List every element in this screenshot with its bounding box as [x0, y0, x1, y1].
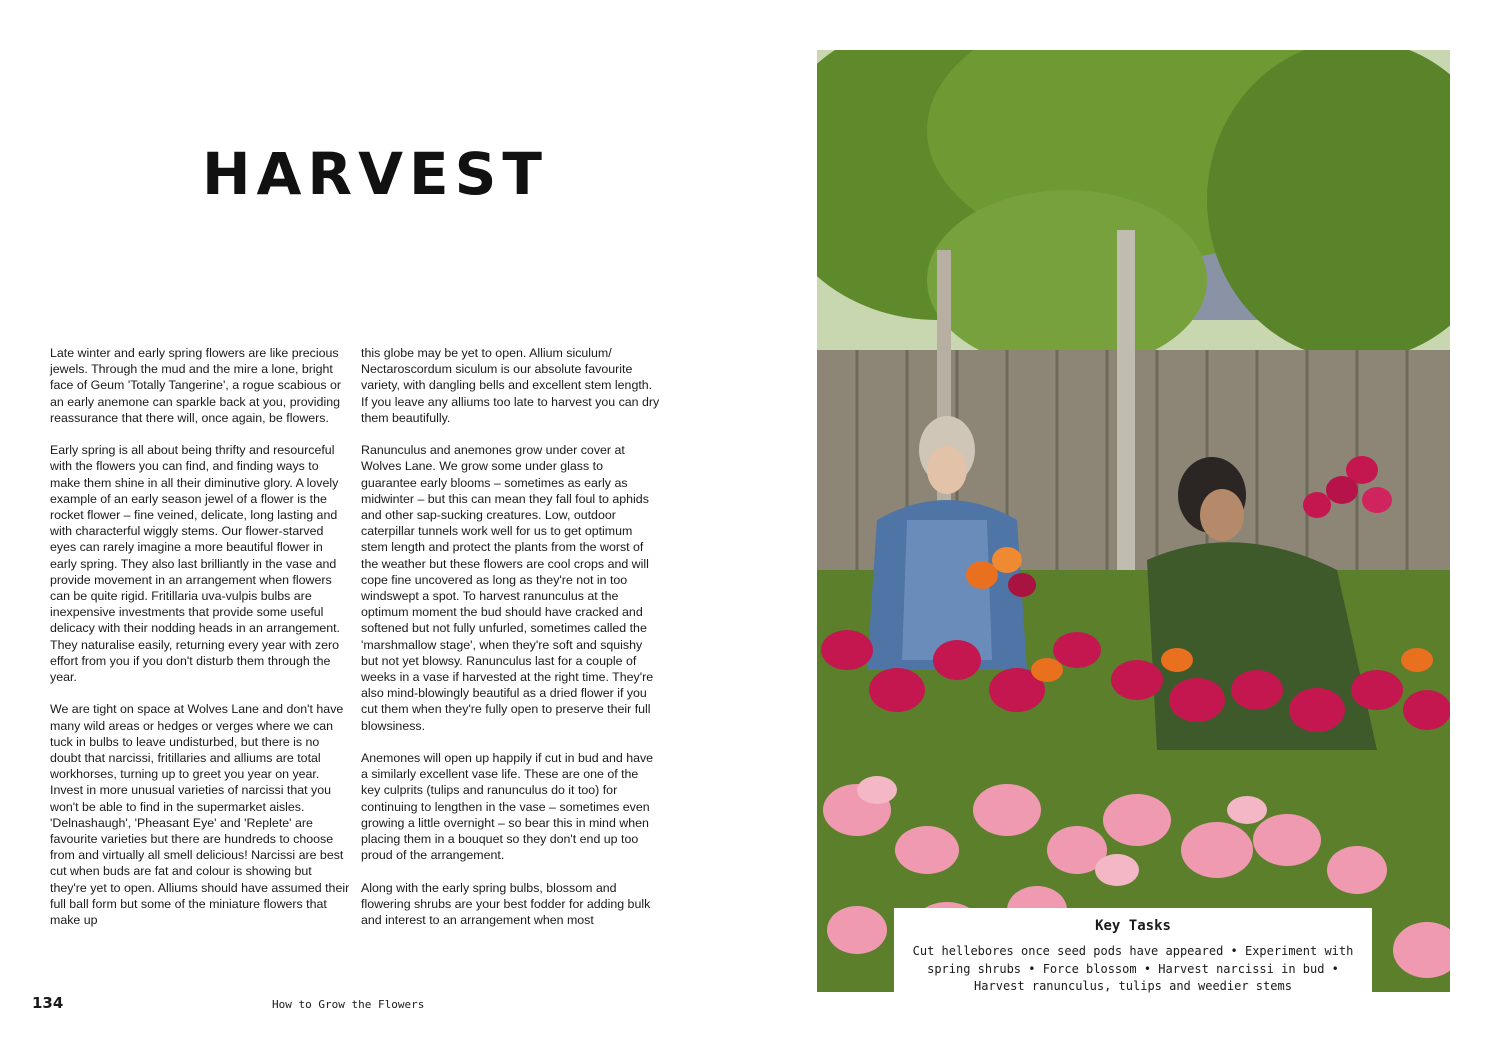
paragraph: We are tight on space at Wolves Lane and don't have many wild areas or hedges or verges where we can tuck in bulbs to leave undisturbed, but there is no doubt that narcissi, fritillaries and alliums are total workhorses, turning up to greet you year on year. Invest in more unusual varieties of narcissi that you won't be able to find in the supermarket aisles. 'Delnashaugh', 'Pheasant Eye' and 'Replete' are favourite varieties but there are hundreds to choose from and virtually all smell delicious! Narcissi are best cut when buds are fat and colour is showing but they're yet to open. Alliums should have assumed their full ball form but some of the miniature flowers that make up — [50, 702, 350, 928]
paragraph: this globe may be yet to open. Allium siculum/ Nectaroscordum siculum is our absolute favourite variety, with dangling bells and excellent stem length. If you leave any alliums too late to harvest you can dry them beautifully. — [361, 346, 660, 425]
paragraph: Early spring is all about being thrifty and resourceful with the flowers you can find, and finding ways to make them shine in all their diminutive glory. A lovely example of an early season jewel of a flower is the rocket flower – fine veined, delicate, long lasting and with characterful wiggly stems. Our flower-starved eyes can rarely imagine a more beautiful flower in early spring. They also last brilliantly in the vase and provide movement in an arrangement when flowers can be quite rigid. Fritillaria uva-vulpis bulbs are inexpensive investments that provide some useful delicacy with their nodding heads in an arrangement. They naturalise easily, returning every year with zero effort from you if you don't disturb them through the year. — [50, 443, 340, 685]
paragraph: Ranunculus and anemones grow under cover at Wolves Lane. We grow some under glass to guarantee early blooms – sometimes as early as midwinter – but this can mean they fall foul to aphids and other sap-sucking creatures. Low, outdoor caterpillar tunnels work well for us to get optimum stem length and protect the plants from the worst of the weather but these flowers are cool crops and will cope fine uncovered as long as they're not in too windswept a spot. To harvest ranunculus at the optimum moment the bud should have cracked and softened but not fully unfurled, sometimes called the 'marshmallow stage', when they're soft and squishy but not yet blowsy. Ranunculus last for a couple of weeks in a vase if harvested at the right time. They're also mind-blowingly beautiful as a dried flower if you cut them when they're fully open to preserve their full blowsiness. — [361, 443, 654, 733]
garden-photo-illustration — [817, 50, 1450, 992]
paragraph: Late winter and early spring flowers are like precious jewels. Through the mud and the mire a lone, bright face of Geum 'Totally Tangerine', a rogue scabious or an early anemone can sparkle back at you, providing reassurance that there will, once again, be flowers. — [50, 346, 342, 425]
page-number: 134 — [32, 994, 64, 1012]
text-column-right — [361, 345, 661, 944]
garden-photo — [817, 50, 1450, 992]
key-tasks-list: Cut hellebores once seed pods have appeared • Experiment with spring shrubs • Force blossom • Harvest narcissi in bud • Harvest ranunculus, tulips and weedier stems — [912, 944, 1354, 993]
text-column-left — [50, 345, 350, 944]
page-title: HARVEST — [202, 140, 548, 208]
paragraph: Anemones will open up happily if cut in bud and have a similarly excellent vase life. These are one of the key culprits (tulips and ranunculus do it too) for continuing to lengthen in the vase – sometimes even growing a little overnight – so bear this in mind when placing them in a bouquet so they don't end up too proud of the arrangement. — [361, 751, 654, 863]
running-head: How to Grow the Flowers — [272, 998, 425, 1011]
key-tasks-box — [894, 908, 1372, 992]
paragraph: Along with the early spring bulbs, blossom and flowering shrubs are your best fodder for adding bulk and interest to an arrangement when most — [361, 880, 651, 928]
key-tasks-heading: Key Tasks — [1095, 918, 1171, 934]
